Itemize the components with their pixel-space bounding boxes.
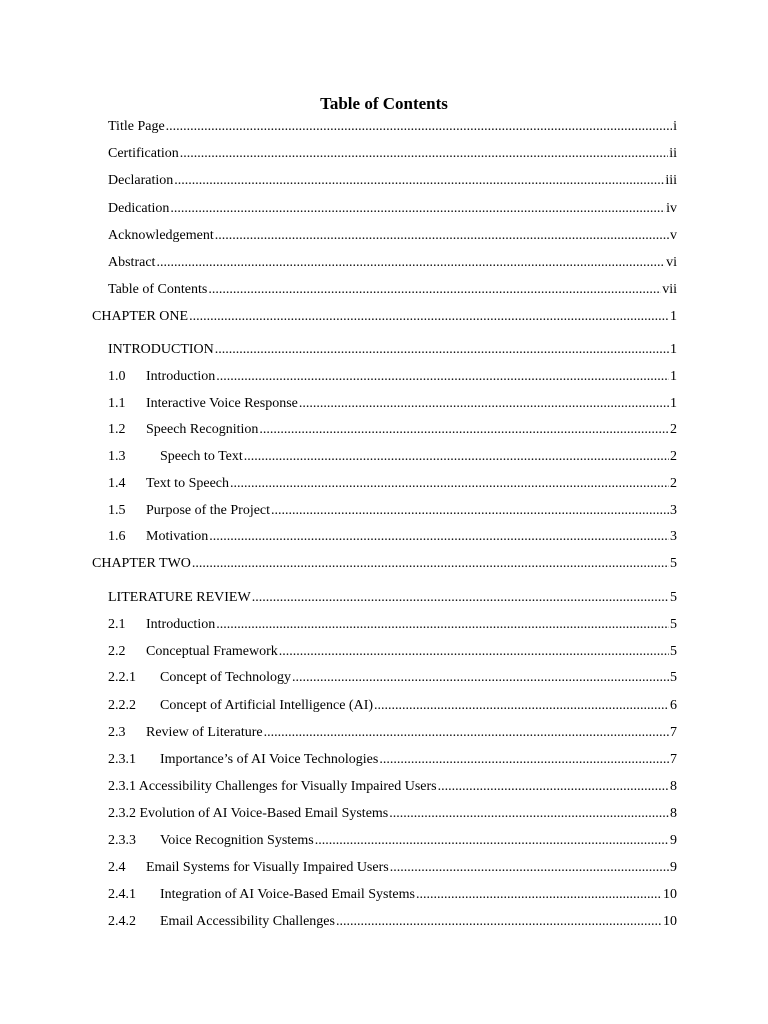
toc-dot-leader: [189, 307, 669, 327]
toc-entry-number: 1.2: [108, 422, 126, 437]
toc-dot-leader: [192, 554, 669, 574]
toc-entry-label: Voice Recognition Systems: [160, 833, 314, 848]
toc-entry[interactable]: [108, 367, 677, 387]
toc-entry-label: CHAPTER ONE: [92, 309, 189, 324]
toc-entry-label: LITERATURE REVIEW: [108, 590, 251, 605]
toc-entry-number: 2.3.3: [108, 833, 136, 848]
toc-entry[interactable]: [108, 804, 677, 824]
toc-entry-page: 9: [670, 860, 677, 875]
toc-entry[interactable]: [108, 831, 677, 851]
toc-entry-page: iv: [666, 201, 677, 216]
toc-dot-leader: [209, 527, 669, 547]
toc-entry-label: Abstract: [108, 255, 156, 270]
toc-entry-page: v: [670, 228, 677, 243]
toc-entry-label: Email Systems for Visually Impaired Users: [146, 860, 389, 875]
toc-entry-page: ii: [669, 146, 677, 161]
toc-entry-number: 2.4.1: [108, 887, 136, 902]
toc-entry-label: CHAPTER TWO: [92, 556, 191, 571]
toc-entry[interactable]: [108, 474, 677, 494]
toc-dot-leader: [259, 420, 669, 440]
toc-entry-page: 7: [670, 725, 677, 740]
toc-entry-number: 2.3.1: [108, 752, 136, 767]
toc-entry-label: Importance’s of AI Voice Technologies: [160, 752, 379, 767]
toc-entry-page: i: [673, 119, 677, 134]
toc-entry-number: 2.2: [108, 644, 126, 659]
toc-entry-label: Dedication: [108, 201, 170, 216]
toc-entry-label: Acknowledgement: [108, 228, 214, 243]
toc-entry-page: 5: [670, 590, 677, 605]
toc-entry[interactable]: [108, 226, 677, 246]
toc-entry-label: Text to Speech: [146, 476, 229, 491]
toc-entry-label: Declaration: [108, 173, 174, 188]
toc-entry[interactable]: [108, 668, 677, 688]
toc-dot-leader: [170, 199, 665, 219]
toc-dot-leader: [156, 253, 665, 273]
toc-entry-label: Email Accessibility Challenges: [160, 914, 335, 929]
toc-entry-page: 2: [670, 422, 677, 437]
toc-entry-number: 2.2.1: [108, 670, 136, 685]
toc-entry[interactable]: [108, 777, 677, 797]
toc-entry-number: 1.6: [108, 529, 126, 544]
toc-entry-page: 2: [670, 449, 677, 464]
toc-entry[interactable]: [108, 280, 677, 300]
toc-entry-page: 10: [663, 887, 677, 902]
toc-entry-label: Certification: [108, 146, 179, 161]
toc-entry-number: 2.2.2: [108, 698, 136, 713]
toc-entry[interactable]: [108, 199, 677, 219]
toc-entry-page: 9: [670, 833, 677, 848]
toc-dot-leader: [230, 474, 669, 494]
toc-entry-number: 1.1: [108, 396, 126, 411]
toc-entry-number: 2.4.2: [108, 914, 136, 929]
toc-entry-label: Table of Contents: [108, 282, 208, 297]
toc-entry-page: 6: [670, 698, 677, 713]
toc-entry[interactable]: [108, 885, 677, 905]
toc-dot-leader: [315, 831, 669, 851]
toc-dot-leader: [208, 280, 661, 300]
toc-entry-number: 2.3: [108, 725, 126, 740]
toc-dot-leader: [215, 340, 669, 360]
toc-dot-leader: [216, 615, 669, 635]
toc-entry-label: Introduction: [146, 369, 216, 384]
toc-entry-page: 1: [670, 342, 677, 357]
toc-entry[interactable]: [108, 858, 677, 878]
toc-entry-label: Interactive Voice Response: [146, 396, 298, 411]
toc-dot-leader: [438, 777, 669, 797]
toc-entry-label: Integration of AI Voice-Based Email Systems: [160, 887, 415, 902]
toc-entry[interactable]: [108, 171, 677, 191]
toc-dot-leader: [166, 117, 672, 137]
toc-entry-page: iii: [665, 173, 677, 188]
toc-entry-page: 3: [670, 503, 677, 518]
toc-entry[interactable]: [108, 144, 677, 164]
toc-entry[interactable]: [108, 394, 677, 414]
toc-dot-leader: [416, 885, 662, 905]
toc-entry[interactable]: [108, 501, 677, 521]
toc-entry-page: 5: [670, 670, 677, 685]
toc-dot-leader: [374, 696, 669, 716]
toc-entry-number: 1.5: [108, 503, 126, 518]
toc-entry-label: Title Page: [108, 119, 165, 134]
toc-entry[interactable]: [108, 696, 677, 716]
toc-dot-leader: [292, 668, 669, 688]
toc-entry-page: 8: [670, 806, 677, 821]
toc-entry-label: INTRODUCTION: [108, 342, 214, 357]
toc-entry-page: 8: [670, 779, 677, 794]
toc-entry-page: 5: [670, 617, 677, 632]
toc-entry[interactable]: [92, 307, 677, 327]
toc-entry-page: 5: [670, 556, 677, 571]
toc-entry-page: 1: [670, 369, 677, 384]
toc-entry-page: vii: [662, 282, 677, 297]
toc-dot-leader: [271, 501, 669, 521]
toc-entry-label: 2.3.2 Evolution of AI Voice-Based Email Systems: [108, 806, 389, 821]
toc-dot-leader: [215, 226, 669, 246]
toc-dot-leader: [244, 447, 669, 467]
toc-entry[interactable]: [108, 253, 677, 273]
toc-entry-page: 1: [670, 396, 677, 411]
toc-entry-page: 2: [670, 476, 677, 491]
toc-dot-leader: [216, 367, 669, 387]
toc-entry-label: Conceptual Framework: [146, 644, 278, 659]
toc-entry[interactable]: [108, 615, 677, 635]
toc-entry-label: Speech Recognition: [146, 422, 259, 437]
toc-entry[interactable]: [108, 527, 677, 547]
toc-entry-page: 10: [663, 914, 677, 929]
toc-entry-label: Concept of Artificial Intelligence (AI): [160, 698, 374, 713]
toc-dot-leader: [279, 642, 669, 662]
page-title: Table of Contents: [320, 94, 448, 113]
toc-entry-label: Introduction: [146, 617, 216, 632]
toc-entry[interactable]: [108, 723, 677, 743]
toc-entry[interactable]: [108, 447, 677, 467]
toc-entry-number: 2.4: [108, 860, 126, 875]
toc-entry-label: Speech to Text: [160, 449, 243, 464]
toc-entry[interactable]: [108, 588, 677, 608]
toc-entry-label: Concept of Technology: [160, 670, 291, 685]
toc-entry[interactable]: [108, 912, 677, 932]
toc-entry[interactable]: [108, 340, 677, 360]
toc-entry-label: Motivation: [146, 529, 209, 544]
toc-entry[interactable]: [108, 642, 677, 662]
toc-entry-page: 7: [670, 752, 677, 767]
toc-dot-leader: [390, 858, 669, 878]
toc-dot-leader: [180, 144, 668, 164]
toc-entry-number: 1.3: [108, 449, 126, 464]
toc-entry-number: 1.4: [108, 476, 126, 491]
toc-dot-leader: [299, 394, 669, 414]
toc-entry[interactable]: [108, 750, 677, 770]
toc-dot-leader: [174, 171, 664, 191]
toc-entry-page: 1: [670, 309, 677, 324]
toc-dot-leader: [264, 723, 669, 743]
toc-entry-label: 2.3.1 Accessibility Challenges for Visually Impaired Users: [108, 779, 437, 794]
toc-dot-leader: [336, 912, 662, 932]
toc-entry-page: 3: [670, 529, 677, 544]
toc-dot-leader: [379, 750, 669, 770]
toc-entry[interactable]: [108, 117, 677, 137]
toc-entry[interactable]: [108, 420, 677, 440]
toc-dot-leader: [252, 588, 669, 608]
toc-entry-label: Review of Literature: [146, 725, 263, 740]
toc-entry-page: 5: [670, 644, 677, 659]
toc-entry[interactable]: [92, 554, 677, 574]
toc-entry-label: Purpose of the Project: [146, 503, 271, 518]
toc-entry-number: 1.0: [108, 369, 126, 384]
toc-entry-page: vi: [666, 255, 677, 270]
toc-entry-number: 2.1: [108, 617, 126, 632]
toc-dot-leader: [389, 804, 669, 824]
